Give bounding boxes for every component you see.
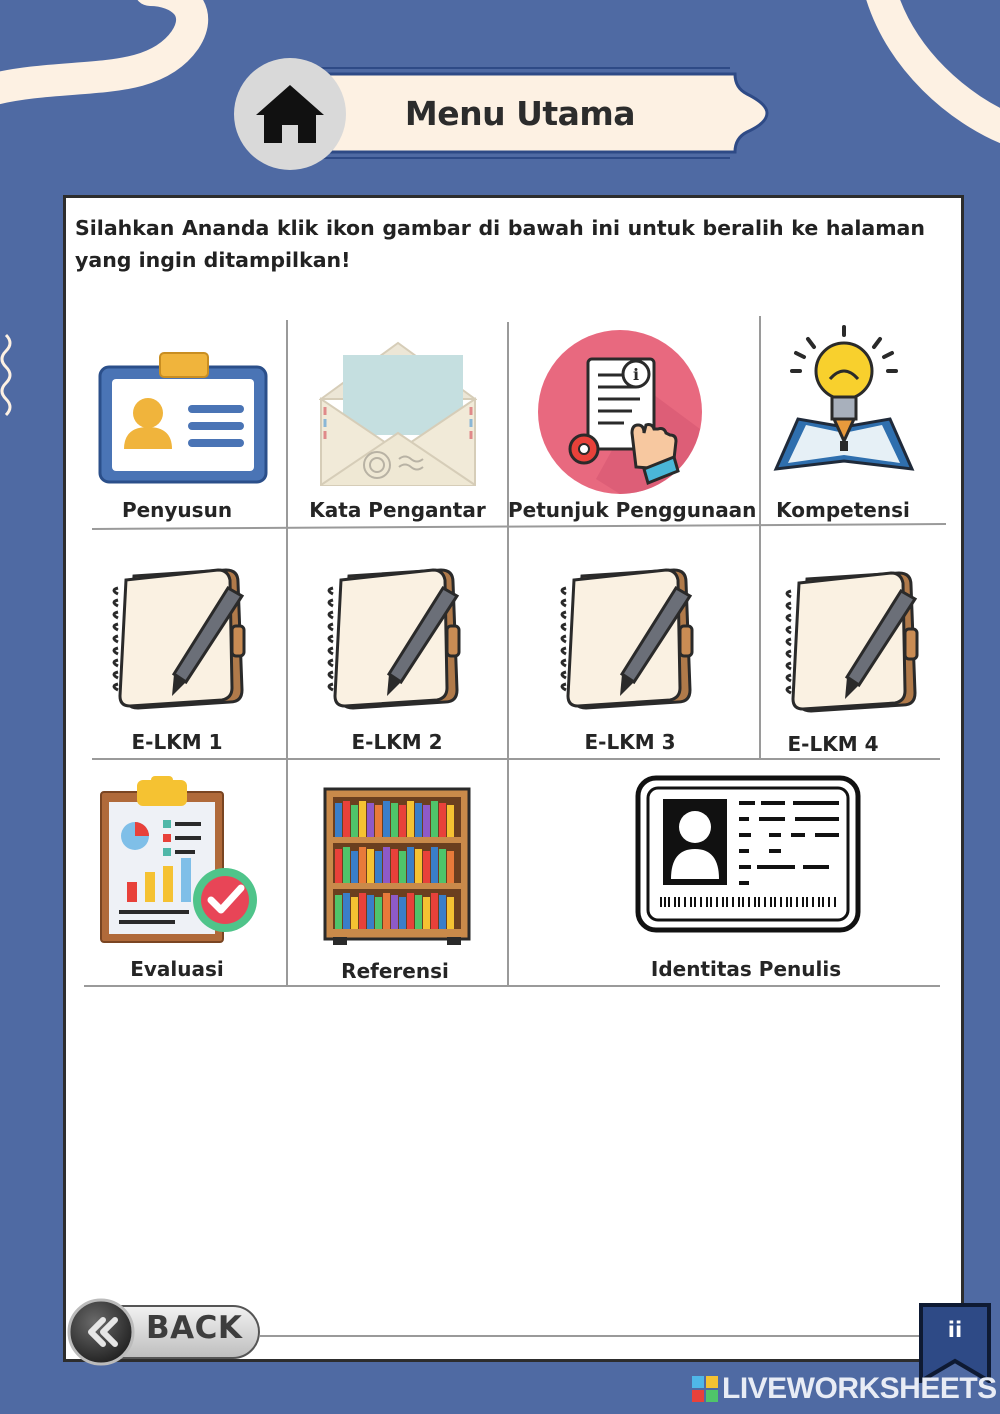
evaluasi-tile[interactable]	[98, 775, 260, 947]
notebook-pen-icon	[556, 566, 698, 712]
evaluasi-label[interactable]: Evaluasi	[130, 957, 224, 981]
elkm-1-label[interactable]: E-LKM 1	[131, 730, 223, 754]
elkm-3-tile[interactable]	[555, 565, 699, 713]
clipboard-chart-icon	[99, 776, 259, 946]
referensi-label[interactable]: Referensi	[341, 959, 449, 983]
notebook-pen-icon	[323, 566, 465, 712]
elkm-2-tile[interactable]	[322, 565, 466, 713]
kompetensi-label[interactable]: Kompetensi	[776, 498, 910, 522]
page-badge	[919, 1303, 991, 1383]
elkm-1-tile[interactable]	[107, 565, 251, 713]
notebook-pen-icon	[108, 566, 250, 712]
back-button[interactable]	[67, 1298, 263, 1366]
identitas-tile[interactable]	[634, 774, 862, 934]
watermark-text: LIVEWORKSHEETS	[722, 1372, 997, 1405]
identitas-label[interactable]: Identitas Penulis	[650, 957, 842, 981]
penyusun-label[interactable]: Penyusun	[121, 498, 233, 522]
kata-pengantar-tile[interactable]	[318, 340, 478, 490]
bookshelf-icon	[323, 787, 471, 947]
penyusun-tile[interactable]	[95, 340, 273, 490]
page-number: ii	[947, 1318, 963, 1342]
page-title: Menu Utama	[404, 93, 636, 133]
liveworksheets-logo-icon	[692, 1376, 718, 1402]
elkm-2-label[interactable]: E-LKM 2	[351, 730, 443, 754]
instructions-icon	[536, 329, 704, 495]
footer-divider	[260, 1335, 922, 1337]
instruction-text: Silahkan Ananda klik ikon gambar di bawah ini untuk beralih ke halaman yang ingin ditampilkan!	[75, 216, 925, 272]
svg-text:i: i	[632, 365, 640, 384]
lightbulb-book-icon	[768, 323, 920, 477]
id-card-icon	[98, 345, 270, 485]
envelope-icon	[319, 341, 477, 489]
elkm-4-tile[interactable]	[780, 568, 924, 716]
back-label: BACK	[146, 1310, 243, 1346]
referensi-tile[interactable]	[322, 786, 472, 948]
kata-pengantar-label[interactable]: Kata Pengantar	[309, 498, 486, 522]
kompetensi-tile[interactable]	[768, 322, 920, 478]
elkm-3-label[interactable]: E-LKM 3	[584, 730, 676, 754]
identity-card-icon	[635, 775, 861, 933]
elkm-4-label[interactable]: E-LKM 4	[787, 732, 879, 756]
liveworksheets-watermark	[692, 1372, 997, 1406]
petunjuk-label[interactable]: Petunjuk Penggunaan	[508, 498, 757, 522]
petunjuk-tile[interactable]	[535, 328, 705, 496]
notebook-pen-icon	[781, 569, 923, 715]
home-icon	[254, 81, 326, 147]
